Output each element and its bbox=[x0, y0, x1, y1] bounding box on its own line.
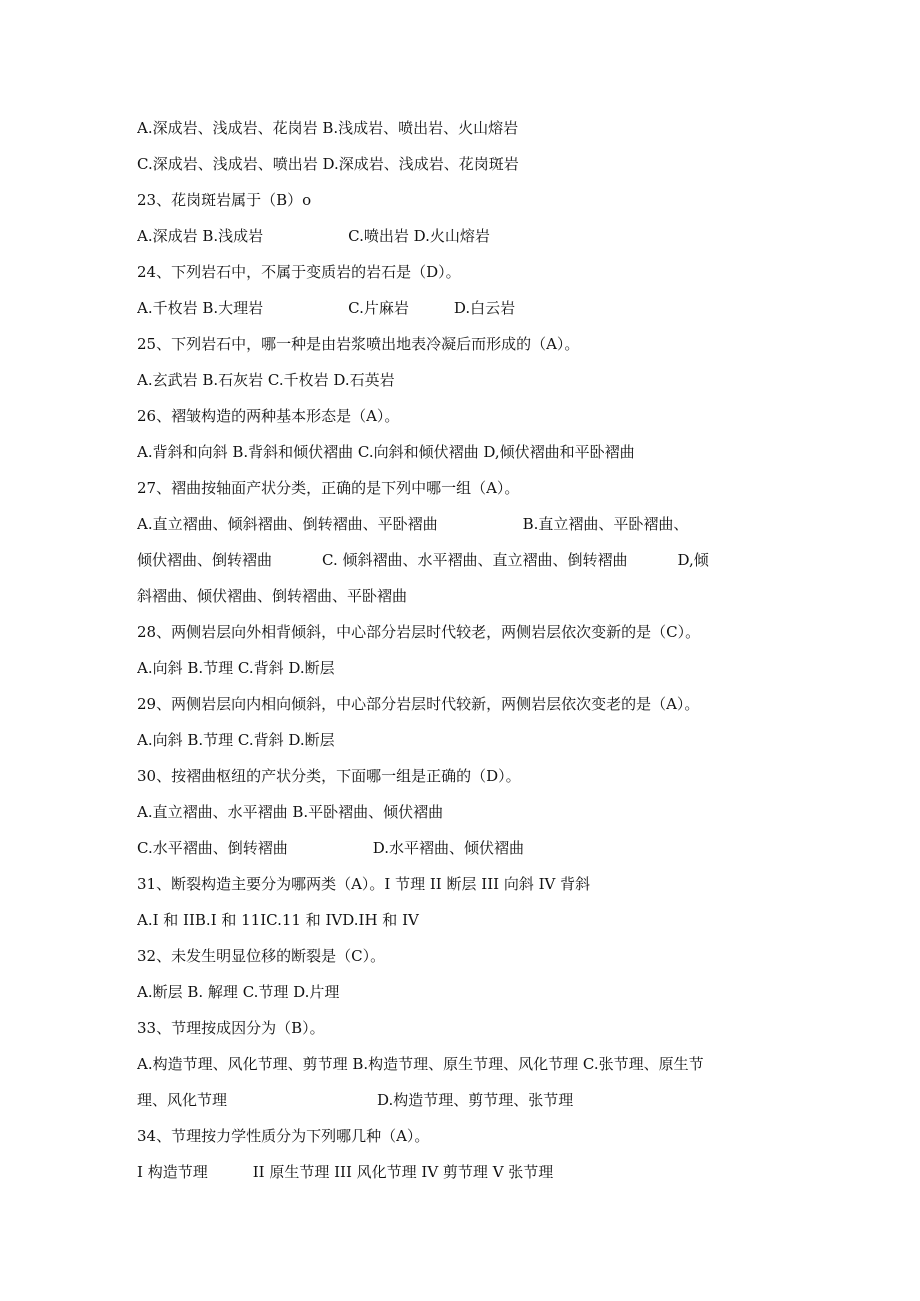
options-a-b: A.千枚岩 B.大理岩 bbox=[137, 299, 264, 317]
option-d-start: D,倾 bbox=[677, 551, 709, 569]
answer-options-29: A.向斜 B.节理 C.背斜 D.断层 bbox=[137, 731, 335, 749]
question-29: 29、两侧岩层向内相向倾斜，中心部分岩层时代较新，两侧岩层依次变老的是（A）。 bbox=[137, 695, 700, 713]
answer-options-28: A.向斜 B.节理 C.背斜 D.断层 bbox=[137, 659, 335, 677]
answer-options-23 bbox=[137, 218, 777, 254]
answer-options-22-line-1: A.深成岩、浅成岩、花岗岩 B.浅成岩、喷出岩、火山熔岩 bbox=[137, 119, 519, 137]
option-b-end: 倾伏褶曲、倒转褶曲 bbox=[137, 551, 273, 569]
answer-options-27-line-3: 斜褶曲、倾伏褶曲、倒转褶曲、平卧褶曲 bbox=[137, 587, 408, 605]
question-28: 28、两侧岩层向外相背倾斜，中心部分岩层时代较老，两侧岩层依次变新的是（C）。 bbox=[137, 623, 701, 641]
answer-options-25: A.玄武岩 B.石灰岩 C.千枚岩 D.石英岩 bbox=[137, 371, 395, 389]
question-24: 24、下列岩石中，不属于变质岩的岩石是（D）。 bbox=[137, 263, 461, 281]
answer-options-22-line-2: C.深成岩、浅成岩、喷出岩 D.深成岩、浅成岩、花岗斑岩 bbox=[137, 155, 519, 173]
item-i: I 构造节理 bbox=[137, 1163, 208, 1181]
answer-options-31: A.I 和 IIB.I 和 11IC.11 和 IVD.IH 和 IV bbox=[137, 911, 419, 929]
option-a: A.直立褶曲、倾斜褶曲、倒转褶曲、平卧褶曲 bbox=[137, 515, 438, 533]
option-d: D.构造节理、剪节理、张节理 bbox=[377, 1091, 574, 1109]
items-ii-v: II 原生节理 III 风化节理 IV 剪节理 V 张节理 bbox=[252, 1163, 554, 1181]
question-30: 30、按褶曲枢纽的产状分类，下面哪一组是正确的（D）。 bbox=[137, 767, 521, 785]
options-a-b: A.深成岩 B.浅成岩 bbox=[137, 227, 264, 245]
option-d: D.白云岩 bbox=[453, 299, 516, 317]
answer-options-27-line-1 bbox=[137, 506, 777, 542]
question-27: 27、褶曲按轴面产状分类，正确的是下列中哪一组（A）。 bbox=[137, 479, 520, 497]
question-23: 23、花岗斑岩属于（B）o bbox=[137, 191, 312, 209]
answer-options-30-line-1: A.直立褶曲、水平褶曲 B.平卧褶曲、倾伏褶曲 bbox=[137, 803, 444, 821]
answer-options-30-line-2 bbox=[137, 830, 777, 866]
option-c: C.水平褶曲、倒转褶曲 bbox=[137, 839, 288, 857]
answer-options-27-line-2 bbox=[137, 542, 777, 578]
question-25: 25、下列岩石中，哪一种是由岩浆喷出地表冷凝后而形成的（A）。 bbox=[137, 335, 580, 353]
question-33: 33、节理按成因分为（B）。 bbox=[137, 1019, 325, 1037]
question-32: 32、未发生明显位移的断裂是（C）。 bbox=[137, 947, 386, 965]
option-c: C.片麻岩 bbox=[348, 299, 409, 317]
question-34: 34、节理按力学性质分为下列哪几种（A）。 bbox=[137, 1127, 430, 1145]
options-c-d: C.喷出岩 D.火山熔岩 bbox=[348, 227, 490, 245]
answer-options-33-line-2 bbox=[137, 1082, 777, 1118]
option-c: C. 倾斜褶曲、水平褶曲、直立褶曲、倒转褶曲 bbox=[322, 551, 628, 569]
option-d: D.水平褶曲、倾伏褶曲 bbox=[372, 839, 524, 857]
answer-options-26: A.背斜和向斜 B.背斜和倾伏褶曲 C.向斜和倾伏褶曲 D,倾伏褶曲和平卧褶曲 bbox=[137, 443, 635, 461]
answer-options-24 bbox=[137, 290, 777, 326]
answer-options-34 bbox=[137, 1154, 777, 1190]
answer-options-32: A.断层 B. 解理 C.节理 D.片理 bbox=[137, 983, 340, 1001]
answer-options-33-line-1: A.构造节理、风化节理、剪节理 B.构造节理、原生节理、风化节理 C.张节理、原生节 bbox=[137, 1055, 704, 1073]
option-c-end: 理、风化节理 bbox=[137, 1091, 228, 1109]
option-b-start: B.直立褶曲、平卧褶曲、 bbox=[522, 515, 689, 533]
question-list bbox=[137, 110, 777, 1190]
question-31: 31、断裂构造主要分为哪两类（A）。I 节理 II 断层 III 向斜 IV 背斜 bbox=[137, 875, 591, 893]
question-26: 26、褶皱构造的两种基本形态是（A）。 bbox=[137, 407, 400, 425]
